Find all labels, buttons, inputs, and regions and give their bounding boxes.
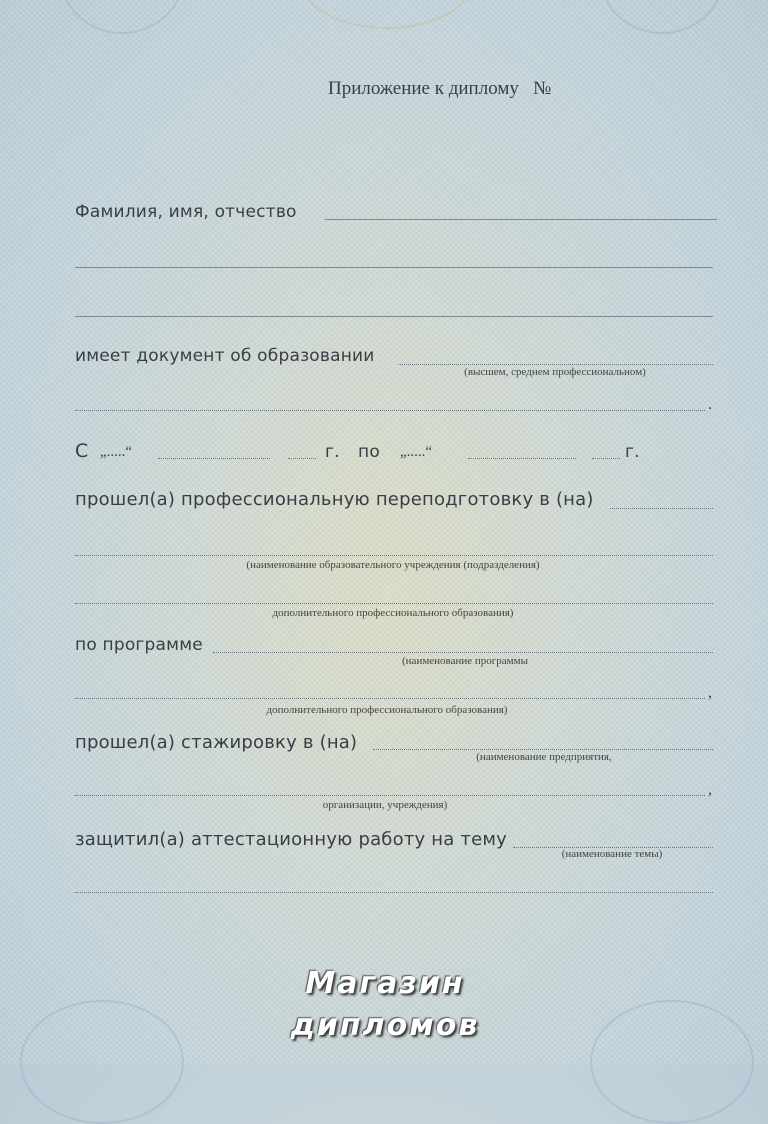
fio-line-3[interactable] bbox=[75, 316, 713, 317]
institution-caption: (наименование образовательного учреждения (подразделения) bbox=[246, 559, 540, 571]
education-line-2[interactable] bbox=[75, 410, 705, 411]
thesis-caption: (наименование темы) bbox=[561, 848, 663, 860]
comma-mark: , bbox=[708, 781, 712, 798]
internship-line-2[interactable] bbox=[75, 795, 705, 796]
number-sign: № bbox=[533, 78, 552, 99]
guilloche-ornament bbox=[60, 0, 184, 34]
institution-caption-2: дополнительного профессионального образования) bbox=[272, 607, 514, 619]
retraining-line[interactable] bbox=[610, 508, 713, 509]
year-from-line[interactable] bbox=[288, 458, 316, 459]
fio-label: Фамилия, имя, отчество bbox=[75, 202, 297, 222]
period-mark: . bbox=[708, 396, 712, 413]
education-caption: (высшем, среднем профессиональном) bbox=[464, 366, 646, 378]
thesis-line-2[interactable] bbox=[75, 892, 713, 893]
program-caption-2: дополнительного профессионального образования) bbox=[266, 704, 508, 716]
education-line[interactable] bbox=[398, 364, 713, 365]
guilloche-ornament bbox=[300, 0, 474, 29]
guilloche-ornament bbox=[20, 1000, 184, 1124]
year-suffix: г. bbox=[625, 442, 640, 462]
program-line-2[interactable] bbox=[75, 698, 705, 699]
institution-line[interactable] bbox=[75, 555, 713, 556]
internship-caption-2: организации, учреждения) bbox=[322, 799, 448, 811]
watermark-line-1: Магазин bbox=[305, 966, 465, 1001]
internship-line[interactable] bbox=[373, 749, 713, 750]
program-caption: (наименование программы bbox=[402, 655, 528, 667]
fio-line[interactable] bbox=[325, 219, 717, 220]
month-from-line[interactable] bbox=[158, 458, 270, 459]
internship-label: прошел(а) стажировку в (на) bbox=[75, 732, 358, 753]
program-line[interactable] bbox=[213, 652, 713, 653]
day-from-quote: „.....“ bbox=[100, 444, 133, 460]
comma-mark: , bbox=[708, 684, 712, 701]
watermark-line-2: дипломов bbox=[290, 1008, 480, 1043]
fio-line-2[interactable] bbox=[75, 267, 713, 268]
period-from-label: С bbox=[75, 440, 89, 462]
year-suffix: г. bbox=[325, 442, 340, 462]
day-to-quote: „.....“ bbox=[400, 444, 433, 460]
guilloche-ornament bbox=[590, 1000, 754, 1124]
internship-caption: (наименование предприятия, bbox=[476, 751, 612, 763]
year-to-line[interactable] bbox=[592, 458, 620, 459]
thesis-label: защитил(а) аттестационную работу на тему bbox=[75, 829, 507, 850]
institution-line-2[interactable] bbox=[75, 603, 713, 604]
guilloche-ornament bbox=[600, 0, 724, 34]
month-to-line[interactable] bbox=[468, 458, 576, 459]
education-label: имеет документ об образовании bbox=[75, 346, 375, 366]
program-label: по программе bbox=[75, 635, 203, 655]
page-title: Приложение к диплому № bbox=[328, 78, 552, 99]
retraining-label: прошел(а) профессиональную переподготовку в (на) bbox=[75, 489, 594, 510]
period-to-label: по bbox=[358, 442, 380, 462]
